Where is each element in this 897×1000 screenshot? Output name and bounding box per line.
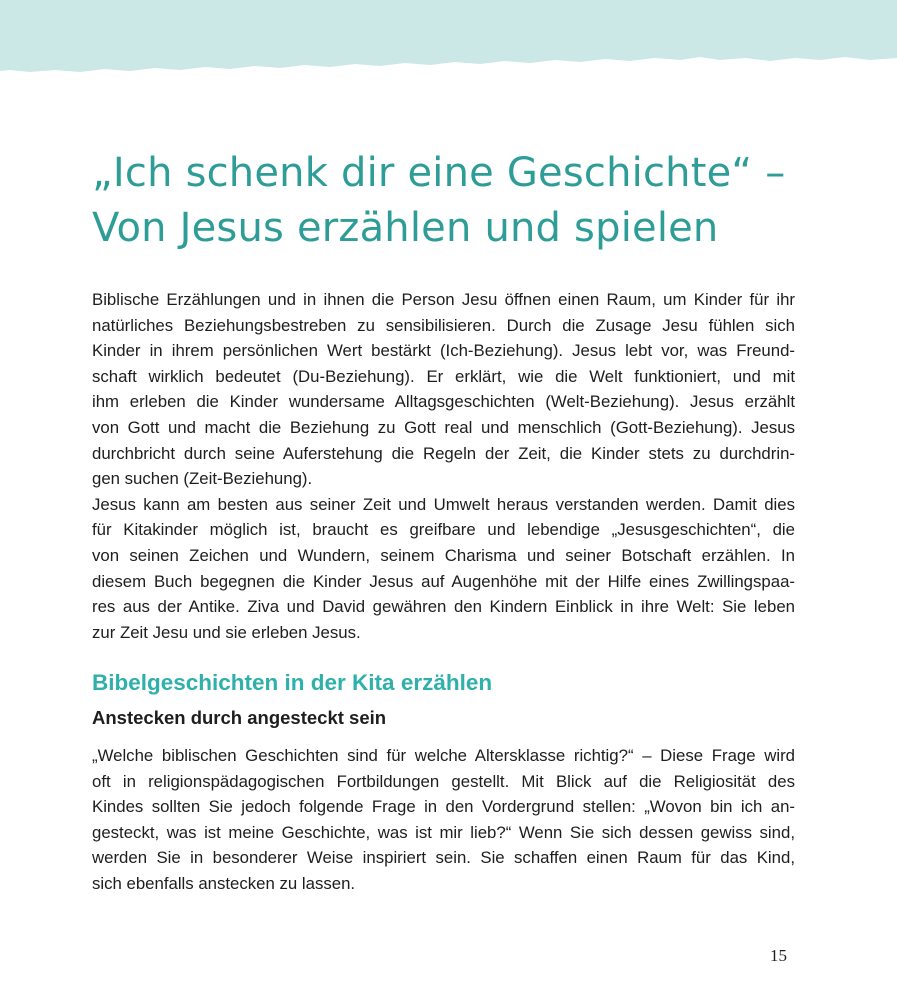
page-title-line-1: „Ich schenk dir eine Geschichte“ – [92,150,786,196]
text-line: von seinen Zeichen und Wundern, seinem Charisma und seiner Botschaft erzählen. In [92,545,795,565]
text-line: durchbricht durch seine Auferstehung die Regeln der Zeit, die Kinder stets zu durchdrin- [92,443,795,463]
text-line: gen suchen (Zeit-Beziehung). [92,469,313,489]
page-title [92,146,852,256]
text-line: von Gott und macht die Beziehung zu Gott real und menschlich (Gott-Beziehung). Jesus [92,417,795,437]
text-line: oft in religionspädagogischen Fortbildungen gestellt. Mit Blick auf die Religiosität des [92,771,795,791]
text-line: Kinder in ihrem persönlichen Wert bestärkt (Ich-Beziehung). Jesus lebt vor, was Freund- [92,341,795,361]
text-line: Biblische Erzählungen und in ihnen die Person Jesu öffnen einen Raum, um Kinder für ihr [92,290,795,309]
text-line: für Kitakinder möglich ist, braucht es greifbare und lebendige „Jesusgeschichten“, die [92,520,795,540]
text-line: schaft wirklich bedeutet (Du-Beziehung). Er erklärt, wie die Welt funktioniert, und mit [92,366,795,386]
text-line: ihm erleben die Kinder wundersame Alltagsgeschichten (Welt-Beziehung). Jesus erzählt [92,392,795,412]
text-line: Kindes sollten Sie jedoch folgende Frage in den Vordergrund stellen: „Wovon bin ich an- [92,797,795,817]
text-line: „Welche biblischen Geschichten sind für welche Altersklasse richtig?“ – Diese Frage wird [92,746,795,765]
torn-paper-band-shape [0,0,897,80]
page-number: 15 [770,946,787,965]
text-line: zur Zeit Jesu und sie erleben Jesus. [92,622,361,642]
section-subheading: Anstecken durch angesteckt sein [92,707,387,728]
text-line: werden Sie in besonderer Weise inspiriert sein. Sie schaffen einen Raum für das Kind, [92,848,795,868]
text-line: gesteckt, was ist meine Geschichte, was ist mir lieb?“ Wenn Sie sich dessen gewiss sind, [92,822,795,842]
intro-paragraph [92,287,795,645]
text-line: sich ebenfalls anstecken zu lassen. [92,873,356,893]
section-paragraph [92,743,795,897]
decorative-header-band [0,0,897,80]
section-heading: Bibelgeschichten in der Kita erzählen [92,670,493,695]
text-line: res aus der Antike. Ziva und David gewähren den Kindern Einblick in ihre Welt: Sie leben [92,597,795,617]
text-line: Jesus kann am besten aus seiner Zeit und Umwelt heraus verstanden werden. Damit dies [92,494,795,514]
text-line: natürliches Beziehungsbestreben zu sensibilisieren. Durch die Zusage Jesu fühlen sich [92,315,795,335]
text-line: diesem Buch begegnen die Kinder Jesus auf Augenhöhe mit der Hilfe eines Zwillingspaa- [92,571,795,591]
page-title-line-2: Von Jesus erzählen und spielen [92,205,719,251]
